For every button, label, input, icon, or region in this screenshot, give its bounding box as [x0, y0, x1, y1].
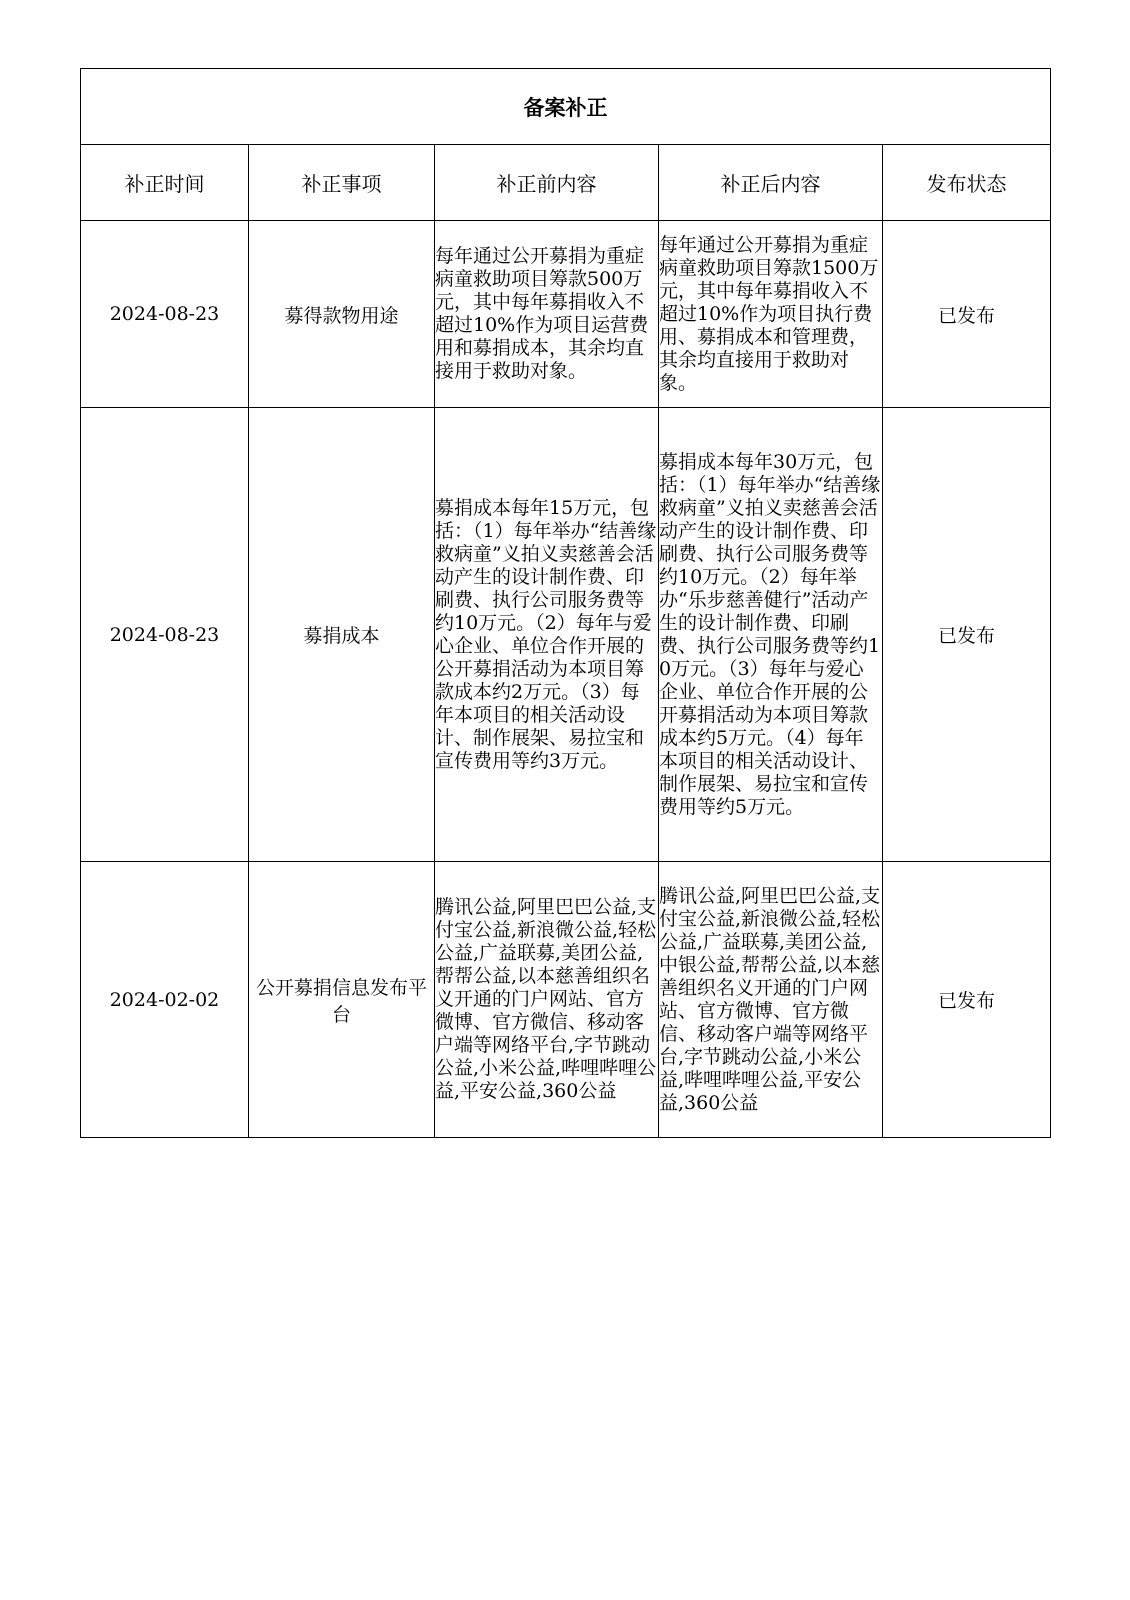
header-before: 补正前内容	[435, 145, 659, 221]
table-row	[81, 408, 1051, 862]
before-content: 每年通过公开募捐为重症病童救助项目筹款500万元，其中每年募捐收入不超过10%作为项目运营费用和募捐成本，其余均直接用于救助对象。	[435, 245, 649, 382]
cell-time: 2024-02-02	[81, 862, 249, 1138]
after-content: 腾讯公益,阿里巴巴公益,支付宝公益,新浪微公益,轻松公益,广益联募,美团公益,中银公益,帮帮公益,以本慈善组织名义开通的门户网站、官方微博、官方微信、移动客户端等网络平台,字节跳动公益,小米公益,哔哩哔哩公益,平安公益,360公益	[659, 884, 881, 1114]
cell-status: 已发布	[883, 221, 1051, 408]
cell-item: 募得款物用途	[249, 221, 435, 408]
after-content: 募捐成本每年30万元，包括：（1）每年举办“结善缘救病童”义拍义卖慈善会活动产生的设计制作费、印刷费、执行公司服务费等约10万元。（2）每年举办“乐步慈善健行”活动产生的设计制作费、印刷费、执行公司服务费等约10万元。（3）每年与爱心企业、单位合作开展的公开募捐活动为本项目筹款成本约5万元。（4）每年本项目的相关活动设计、制作展架、易拉宝和宣传费用等约5万元。	[659, 450, 881, 818]
table-row	[81, 221, 1051, 408]
header-time: 补正时间	[81, 145, 249, 221]
header-status: 发布状态	[883, 145, 1051, 221]
cell-item: 公开募捐信息发布平台	[249, 862, 435, 1138]
header-row	[81, 145, 1051, 221]
header-after: 补正后内容	[659, 145, 883, 221]
cell-before	[435, 221, 659, 408]
cell-after	[659, 221, 883, 408]
cell-before	[435, 408, 659, 862]
table-title: 备案补正	[81, 69, 1051, 145]
before-content: 募捐成本每年15万元，包括：（1）每年举办“结善缘救病童”义拍义卖慈善会活动产生的设计制作费、印刷费、执行公司服务费等约10万元。（2）每年与爱心企业、单位合作开展的公开募捐活动为本项目筹款成本约2万元。（3）每年本项目的相关活动设计、制作展架、易拉宝和宣传费用等约3万元。	[435, 496, 657, 772]
title-row	[81, 69, 1051, 145]
cell-status: 已发布	[883, 862, 1051, 1138]
before-content: 腾讯公益,阿里巴巴公益,支付宝公益,新浪微公益,轻松公益,广益联募,美团公益,帮帮公益,以本慈善组织名义开通的门户网站、官方微博、官方微信、移动客户端等网络平台,字节跳动公益,小米公益,哔哩哔哩公益,平安公益,360公益	[435, 896, 657, 1102]
cell-item: 募捐成本	[249, 408, 435, 862]
cell-time: 2024-08-23	[81, 221, 249, 408]
after-content: 每年通过公开募捐为重症病童救助项目筹款1500万元，其中每年募捐收入不超过10%作为项目执行费用、募捐成本和管理费，其余均直接用于救助对象。	[659, 233, 879, 394]
cell-before	[435, 862, 659, 1138]
cell-after	[659, 408, 883, 862]
header-item: 补正事项	[249, 145, 435, 221]
table-row	[81, 862, 1051, 1138]
amendment-table	[80, 68, 1051, 1138]
cell-after	[659, 862, 883, 1138]
cell-time: 2024-08-23	[81, 408, 249, 862]
cell-status: 已发布	[883, 408, 1051, 862]
